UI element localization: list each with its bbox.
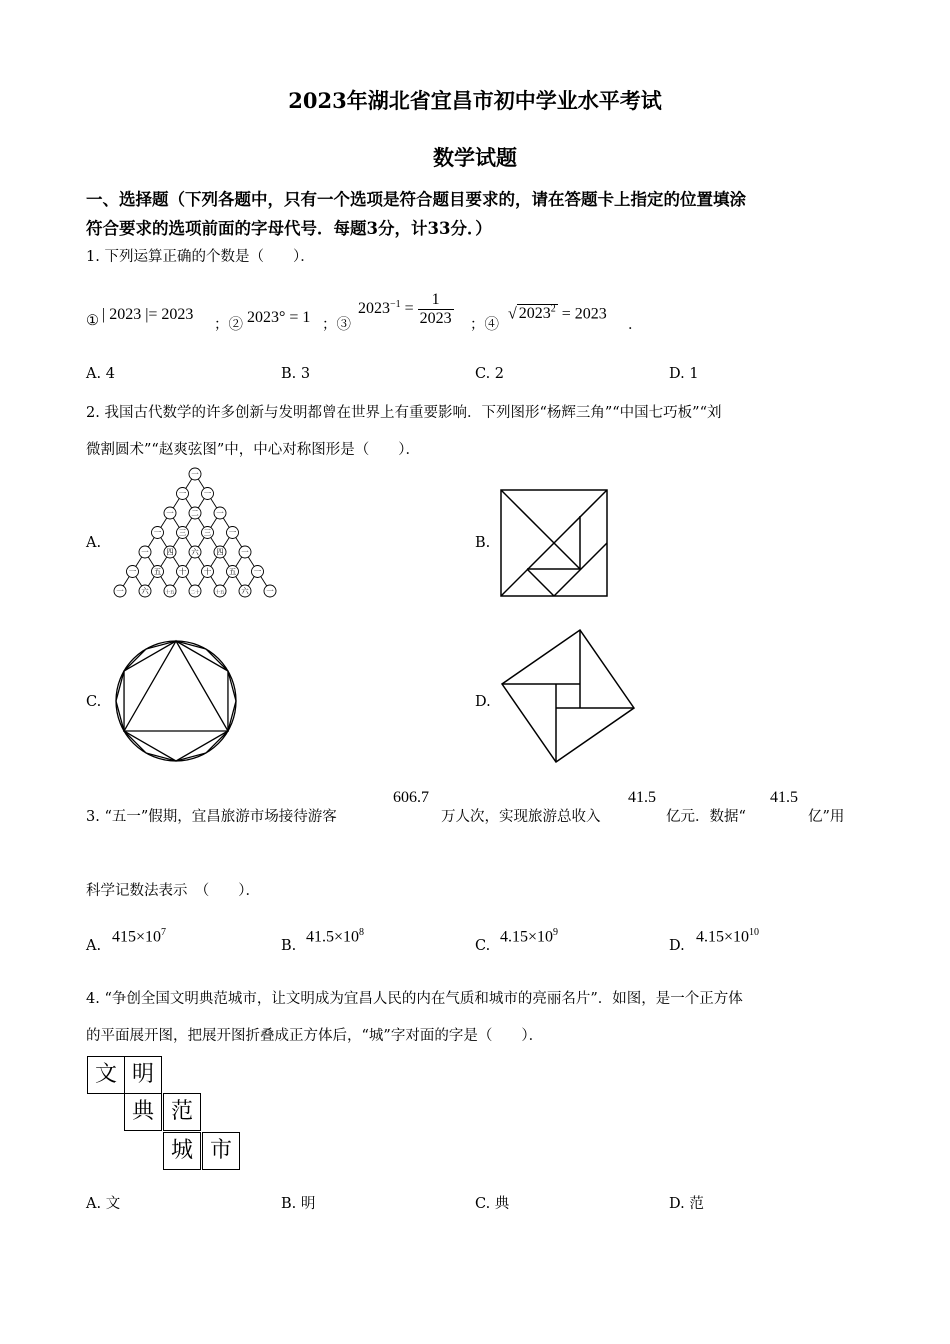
yanghui-node-label: 一 (178, 489, 187, 499)
q1-sep-1: ；② (214, 317, 243, 333)
q1-expr-4-exp: 2 (550, 304, 556, 315)
liuhui-circle-figure (114, 639, 238, 763)
yanghui-node-label: 一 (191, 469, 199, 479)
yanghui-triangle-figure (105, 466, 285, 600)
yanghui-connector (223, 577, 229, 586)
tangram-line (527, 569, 554, 596)
yanghui-node-label: 一 (266, 586, 274, 596)
yanghui-connector (211, 557, 217, 566)
tangram-line (501, 490, 554, 543)
yanghui-node-label: 十 (178, 567, 187, 577)
q1-fraction-den: 2023 (419, 310, 452, 327)
yanghui-connector (186, 499, 192, 508)
q1-sqrt-body (517, 304, 558, 322)
yanghui-node-label: 六 (141, 586, 149, 596)
q3-text-2: 万人次，实现旅游总收入 (441, 809, 601, 825)
q2-option-b-label[interactable]: B. (475, 535, 491, 551)
yanghui-connector (211, 518, 217, 527)
yanghui-node-label: 一 (153, 528, 162, 538)
q1-stem: 1. 下列运算正确的个数是（ ）． (86, 249, 315, 265)
yanghui-connector (123, 577, 129, 586)
yanghui-connector (148, 577, 154, 586)
yanghui-node-label: 一 (128, 567, 137, 577)
q1-fraction-num: 1 (418, 291, 454, 310)
q3-option-b-base: 41.5×10 (306, 928, 360, 946)
q2-option-a-label[interactable]: A. (86, 535, 102, 551)
q3-option-c-base: 4.15×10 (500, 928, 554, 946)
yanghui-node-label: 十五 (215, 590, 225, 596)
yanghui-connector (248, 557, 254, 566)
yanghui-connector (136, 557, 142, 566)
yanghui-node-label: 二 (191, 508, 199, 518)
yanghui-node-label: 一 (216, 508, 224, 518)
yanghui-connector (261, 577, 267, 586)
q1-expr-4-base: 2023 (518, 305, 551, 323)
q3-text-1: 3. “五一”假期，宜昌旅游市场接待游客 (86, 809, 337, 825)
yanghui-node-label: 六 (241, 586, 249, 596)
tangram-figure (500, 489, 608, 597)
zhaoshuang-figure (500, 628, 636, 764)
yanghui-node-label: 一 (253, 567, 262, 577)
q3-value-2: 41.5 (628, 789, 656, 806)
net-cell-shi: 市 (202, 1132, 240, 1170)
q1-option-c[interactable]: C. 2 (475, 366, 505, 382)
q3-option-c-exp: 9 (553, 927, 559, 938)
q3-option-b-label[interactable]: B. (281, 938, 297, 954)
yanghui-node-label: 五 (228, 567, 237, 577)
yanghui-connector (236, 577, 242, 586)
yanghui-connector (173, 518, 179, 527)
q3-text-3: 亿元．数据“ (666, 809, 746, 825)
yanghui-connector (223, 557, 229, 566)
q1-option-d[interactable]: D. 1 (669, 366, 699, 382)
q3-option-b-expr[interactable] (306, 927, 364, 946)
q3-option-c-label[interactable]: C. (475, 938, 491, 954)
q4-line2: 的平面展开图，把展开图折叠成正方体后，“城”字对面的字是（ ）． (86, 1028, 544, 1044)
q1-expr-3 (358, 291, 454, 328)
q1-expr-3-base: 2023 (358, 300, 390, 318)
yanghui-connector (136, 577, 142, 586)
yanghui-connector (173, 577, 179, 586)
yanghui-node-label: 三 (203, 528, 212, 538)
q3-option-a-label[interactable]: A. (86, 938, 102, 954)
q4-option-b[interactable]: B. 明 (281, 1196, 316, 1212)
yanghui-node-label: 三 (178, 528, 187, 538)
yanghui-connector (173, 538, 179, 547)
q4-option-c[interactable]: C. 典 (475, 1196, 510, 1212)
yanghui-connector (223, 538, 229, 547)
yanghui-connector (173, 499, 179, 508)
section-header-line1: 一、选择题（下列各题中，只有一个选项是符合题目要求的，请在答题卡上指定的位置填涂 (86, 190, 746, 209)
yanghui-connector (148, 557, 154, 566)
q3-option-a-exp: 7 (161, 927, 167, 938)
yanghui-node-label: 五 (153, 567, 162, 577)
liuhui-circle (116, 641, 236, 761)
yanghui-connector (198, 557, 204, 566)
yanghui-node-label: 一 (241, 547, 249, 557)
yanghui-connector (186, 479, 192, 488)
net-cell-wen: 文 (87, 1056, 125, 1094)
yanghui-connector (211, 538, 217, 547)
q3-option-a-base: 415×10 (112, 928, 162, 946)
q2-line2: 微割圆术”“赵爽弦图”中，中心对称图形是（ ）． (86, 442, 420, 458)
q3-option-d-exp: 10 (749, 927, 760, 938)
q1-expr-3-eq: = (400, 300, 418, 318)
q1-expr-4-eq: = 2023 (557, 305, 607, 323)
yanghui-node-label: 一 (141, 547, 149, 557)
yanghui-connector (161, 538, 167, 547)
yanghui-connector (186, 518, 192, 527)
yanghui-connector (198, 499, 204, 508)
q1-expr-4 (508, 304, 607, 323)
q3-value-1: 606.7 (393, 789, 429, 806)
yanghui-node-label: 十五 (165, 590, 175, 596)
net-cell-dian: 典 (124, 1093, 162, 1131)
page-title: 2023年湖北省宜昌市初中学业水平考试 (288, 88, 662, 113)
yanghui-connector (186, 577, 192, 586)
zhaoshuang-outer-square (502, 630, 634, 762)
yanghui-connector (211, 577, 217, 586)
net-cell-cheng: 城 (163, 1132, 201, 1170)
q3-option-c-expr[interactable] (500, 927, 558, 946)
yanghui-connector (236, 538, 242, 547)
q1-expr-2: 2023° = 1 (247, 309, 311, 326)
sqrt-icon: √ (508, 305, 517, 323)
yanghui-node-label: 四 (216, 547, 224, 557)
yanghui-connector (161, 577, 167, 586)
q3-option-d-expr[interactable] (696, 927, 759, 946)
liuhui-hexagon (124, 641, 228, 761)
net-cell-ming: 明 (124, 1056, 162, 1094)
section-header-line2: 符合要求的选项前面的字母代号．每题3分，计33分．） (86, 219, 492, 238)
q2-option-d-label[interactable]: D. (475, 694, 491, 710)
yanghui-connector (236, 557, 242, 566)
q2-line1: 2. 我国古代数学的许多创新与发明都曾在世界上有重要影响．下列图形“杨辉三角”“中国七巧板”“刘 (86, 405, 722, 421)
q1-expr-1: | 2023 |= 2023 (102, 306, 194, 323)
q3-value-3: 41.5 (770, 789, 798, 806)
q4-option-a[interactable]: A. 文 (86, 1196, 121, 1212)
yanghui-connector (186, 557, 192, 566)
q1-fraction (418, 291, 454, 328)
yanghui-node-label: 一 (228, 528, 237, 538)
q1-sep-2: ；③ (322, 317, 351, 333)
yanghui-connector (248, 577, 254, 586)
q3-text-4: 亿”用 (808, 809, 845, 825)
yanghui-connector (148, 538, 154, 547)
net-cell-fan: 范 (163, 1093, 201, 1131)
q1-option-b[interactable]: B. 3 (281, 366, 311, 382)
yanghui-node-label: 一 (166, 508, 174, 518)
q3-line2: 科学记数法表示 （ ）． (86, 883, 260, 899)
q1-sep-3: ；④ (470, 317, 499, 333)
yanghui-connector (211, 499, 217, 508)
q4-option-d[interactable]: D. 范 (669, 1196, 704, 1212)
q2-option-c-label[interactable]: C. (86, 694, 102, 710)
yanghui-connector (198, 577, 204, 586)
q1-option-a[interactable]: A. 4 (86, 366, 115, 382)
q3-option-d-label[interactable]: D. (669, 938, 685, 954)
q1-expr-3-exp: −1 (390, 298, 401, 310)
yanghui-connector (198, 479, 204, 488)
yanghui-connector (198, 518, 204, 527)
yanghui-connector (173, 557, 179, 566)
yanghui-connector (186, 538, 192, 547)
page-subtitle: 数学试题 (433, 145, 517, 170)
yanghui-connector (161, 518, 167, 527)
q1-circled-1: ① (86, 313, 99, 329)
q3-option-a-expr[interactable] (112, 927, 166, 946)
yanghui-node-label: 十 (203, 567, 212, 577)
yanghui-node-label: 二十 (190, 590, 200, 596)
yanghui-connector (223, 518, 229, 527)
yanghui-node-label: 一 (116, 586, 124, 596)
q3-option-d-base: 4.15×10 (696, 928, 750, 946)
q4-line1: 4. “争创全国文明典范城市，让文明成为宜昌人民的内在气质和城市的亮丽名片”．如图，是一个正方体 (86, 991, 743, 1007)
yanghui-node-label: 四 (166, 547, 174, 557)
yanghui-connector (198, 538, 204, 547)
q3-option-b-exp: 8 (359, 927, 365, 938)
yanghui-node-label: 六 (191, 547, 199, 557)
yanghui-connector (161, 557, 167, 566)
tangram-line (554, 543, 580, 569)
q1-end: ． (628, 317, 643, 333)
yanghui-node-label: 一 (203, 489, 212, 499)
